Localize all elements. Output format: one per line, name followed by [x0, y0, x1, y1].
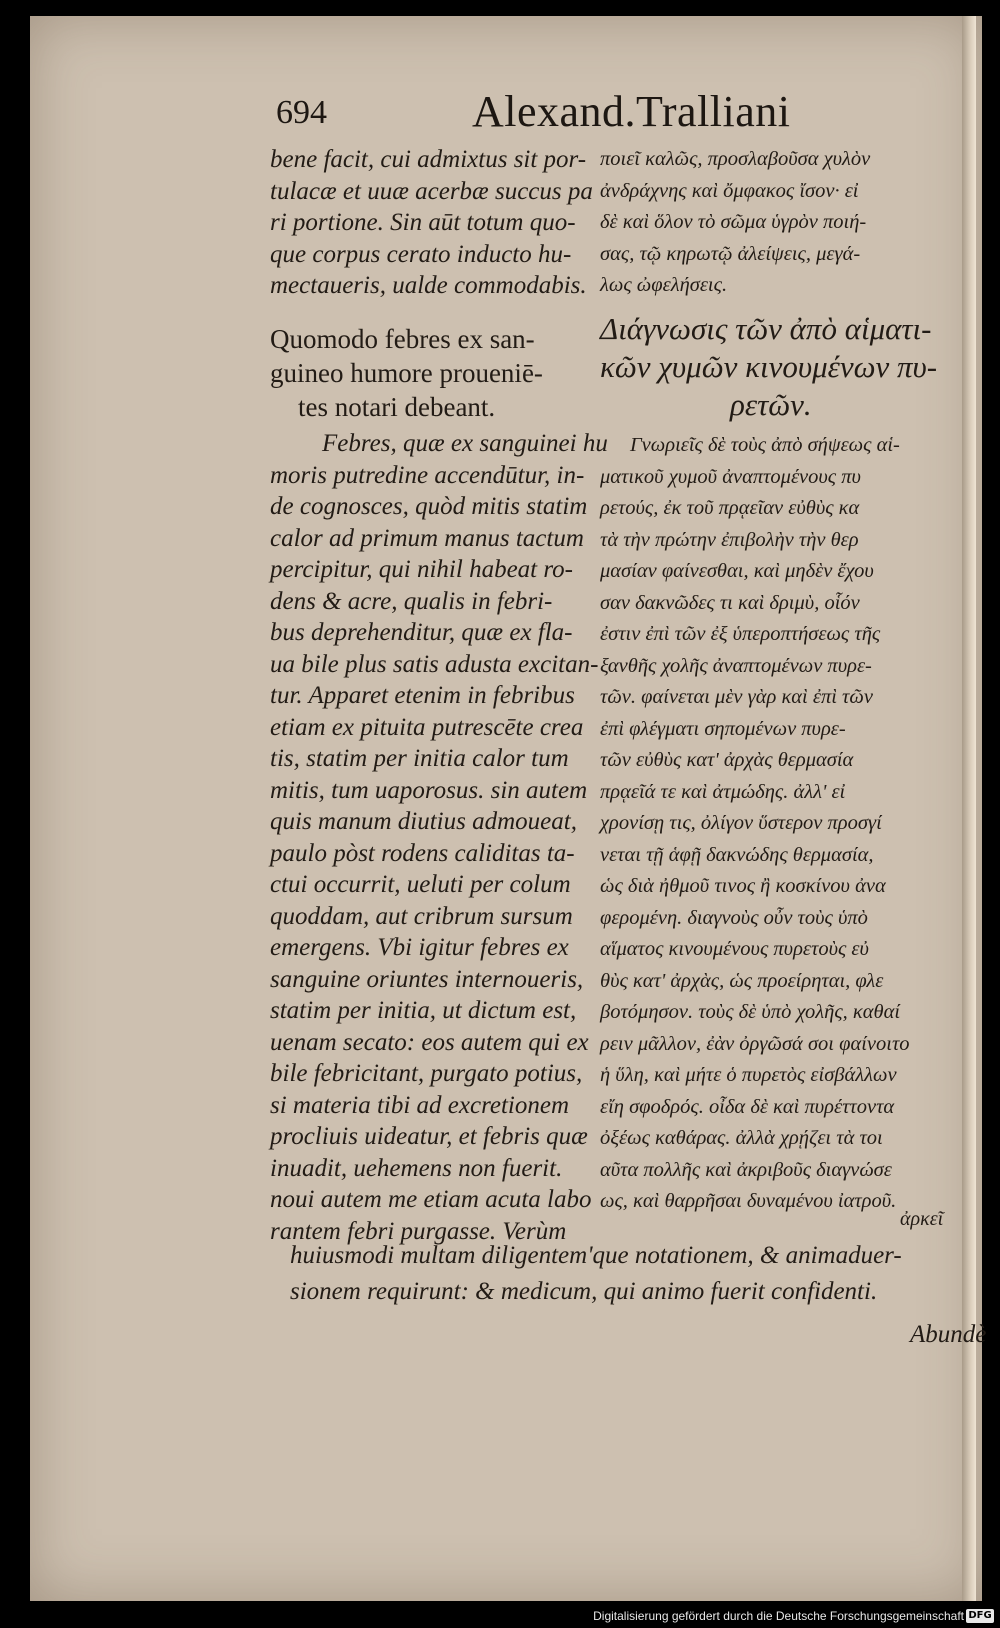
text-line: χρονίσῃ τις, ὀλίγον ὕστερον προσγί [600, 812, 882, 834]
latin-paragraph-a [270, 144, 610, 302]
dfg-logo-text: DFG [968, 1610, 992, 1621]
text-line: ἐπὶ φλέγματι σηπομένων πυρε- [600, 717, 846, 740]
text-line: ρετούς, ἐκ τοῦ πρᾳεῖαν εὐθὺς κα [600, 497, 860, 519]
text-line: τῶν εὐθὺς κατ' ἀρχὰς θερμασία [600, 749, 854, 771]
text-line: ἐστιν ἐπὶ τῶν ἐξ ὑπεροπτήσεως τῆς [600, 623, 881, 645]
text-line: ua bile plus satis adusta excitan- [270, 650, 599, 678]
heading-line: guineo humore proueniē- [270, 358, 543, 388]
text-line: ξανθῆς χολῆς ἀναπτομένων πυρε- [600, 654, 872, 677]
heading-line: ρετῶν. [730, 387, 812, 422]
text-line: quoddam, aut cribrum sursum [270, 902, 573, 930]
text-line: bile febricitant, purgato potius, [270, 1060, 583, 1087]
text-line: ως, καὶ θαρρῆσαι δυναμένου ἰατροῦ. [600, 1190, 897, 1212]
text-line: ri portione. Sin aūt totum quo- [270, 209, 576, 236]
text-line: inuadit, uehemens non fuerit. [270, 1154, 563, 1182]
page-header [30, 86, 982, 146]
text-line: mitis, tum uaporosus. sin autem [270, 776, 588, 804]
text-line: bus deprehenditur, quæ ex fla- [270, 619, 573, 646]
running-head: Alexand.Tralliani [472, 87, 791, 136]
text-line: tur. Apparet etenim in febribus [270, 682, 575, 709]
text-line: λως ὠφελήσεις. [600, 274, 728, 296]
text-line: paulo pòst rodens caliditas ta- [270, 839, 575, 867]
page-number: 694 [276, 94, 327, 131]
text-line: de cognosces, quòd mitis statim [270, 493, 588, 520]
latin-heading [270, 322, 610, 424]
text-line: noui autem me etiam acuta labo [270, 1186, 592, 1213]
text-line: etiam ex pituita putrescēte crea [270, 713, 584, 741]
text-line: τῶν. φαίνεται μὲν γὰρ καὶ ἐπὶ τῶν [600, 686, 873, 708]
text-line: σας, τῷ κηρωτῷ ἀλείψεις, μεγά- [600, 242, 861, 265]
text-line: percipitur, qui nihil habeat ro- [270, 556, 573, 583]
heading-line: tes notari debeant. [298, 392, 496, 422]
text-line: φερομένη. διαγνοὺς οὖν τοὺς ὑπὸ [600, 906, 868, 929]
text-line: πρᾳεῖά τε καὶ ἀτμώδης. ἀλλ' εἰ [600, 780, 846, 803]
text-line: si materia tibi ad excretionem [270, 1091, 570, 1119]
text-line: σαν δακνῶδες τι καὶ δριμὺ, οἷόν [600, 591, 860, 614]
text-line: ὀξέως καθάρας. ἀλλὰ χρῄζει τὰ τοι [600, 1127, 883, 1149]
text-line: μασίαν φαίνεσθαι, καὶ μηδὲν ἔχου [600, 560, 874, 582]
text-line: quis manum diutius admoueat, [270, 808, 577, 835]
heading-line: Διάγνωσις τῶν ἀπὸ αἱματι- [600, 311, 932, 346]
text-line: νεται τῇ ἁφῇ δακνώδης θερμασία, [600, 843, 874, 866]
text-line: αἵματος κινουμένους πυρετοὺς εὐ [600, 938, 869, 960]
dfg-logo [966, 1609, 994, 1623]
text-line: huiusmodi multam diligentem'que notationem, & animaduer- [290, 1242, 902, 1269]
footer-credit: Digitalisierung gefördert durch die Deutsche Forschungsgemeinschaft [593, 1609, 964, 1623]
text-line: tulacæ et uuæ acerbæ succus pa [270, 177, 593, 205]
text-line: ματικοῦ χυμοῦ ἀναπτομένους πυ [600, 465, 861, 488]
text-line: βοτόμησον. τοὺς δὲ ὑπὸ χολῆς, καθαί [600, 1001, 901, 1023]
text-line: sionem requirunt: & medicum, qui animo fuerit confidenti. [290, 1278, 878, 1305]
text-line: rantem febri purgasse. Verùm [270, 1217, 567, 1245]
text-line: ποιεῖ καλῶς, προσλαβοῦσα χυλὸν [600, 148, 871, 170]
text-line: emergens. Vbi igitur febres ex [270, 934, 569, 961]
greek-paragraph-b [600, 430, 995, 1218]
greek-tail-word: ἀρκεῖ [900, 1208, 944, 1230]
text-line: bene facit, cui admixtus sit por- [270, 146, 587, 173]
text-line: calor ad primum manus tactum [270, 524, 584, 552]
text-line: ἀνδράχνης καὶ ὄμφακος ἴσον· εἰ [600, 179, 859, 202]
text-line: αῦτα πολλῆς καὶ ἀκριβοῦς διαγνώσε [600, 1158, 892, 1181]
text-line: Γνωριεῖς δὲ τοὺς ἀπὸ σήψεως αἱ- [630, 434, 900, 456]
text-line: que corpus cerato inducto hu- [270, 240, 572, 268]
text-line: statim per initia, ut dictum est, [270, 997, 577, 1024]
heading-line: κῶν χυμῶν κινουμένων πυ- [600, 349, 938, 384]
book-page [30, 16, 987, 1601]
latin-full-width-lines [290, 1238, 990, 1310]
text-line: uenam secato: eos autem qui ex [270, 1028, 589, 1056]
text-line: procliuis uideatur, et febris quæ [270, 1123, 588, 1150]
text-line: sanguine oriuntes internoueris, [270, 965, 584, 993]
catchword: Abundè [910, 1321, 987, 1348]
text-line: δὲ καὶ ὅλον τὸ σῶμα ὑγρὸν ποιή- [600, 211, 867, 233]
latin-paragraph-b [270, 428, 610, 1247]
text-line: ρειν μᾶλλον, ἐὰν ὀργῶσά σοι φαίνοιτο [600, 1032, 910, 1055]
greek-paragraph-a [600, 144, 995, 302]
text-line: εἴη σφοδρός. οἶδα δὲ καὶ πυρέττοντα [600, 1095, 895, 1118]
digitization-footer [0, 1604, 1000, 1628]
heading-line: Quomodo febres ex san- [270, 324, 535, 354]
text-line: τὰ τὴν πρώτην ἐπιβολὴν τὴν θερ [600, 528, 859, 551]
greek-heading [600, 310, 995, 424]
text-line: tis, statim per initia calor tum [270, 745, 569, 772]
text-line: ctui occurrit, ueluti per colum [270, 871, 571, 898]
text-line: mectaueris, ualde commodabis. [270, 272, 587, 299]
text-line: dens & acre, qualis in febri- [270, 587, 553, 615]
text-line: θὺς κατ' ἀρχὰς, ὡς προείρηται, φλε [600, 969, 884, 992]
text-line: Febres, quæ ex sanguinei hu [322, 430, 608, 457]
text-line: moris putredine accendūtur, in- [270, 461, 585, 489]
text-line: ἡ ὕλη, καὶ μήτε ὁ πυρετὸς εἰσβάλλων [600, 1064, 897, 1086]
text-line: ὡς διὰ ἠθμοῦ τινος ἢ κοσκίνου ἀνα [600, 875, 886, 897]
